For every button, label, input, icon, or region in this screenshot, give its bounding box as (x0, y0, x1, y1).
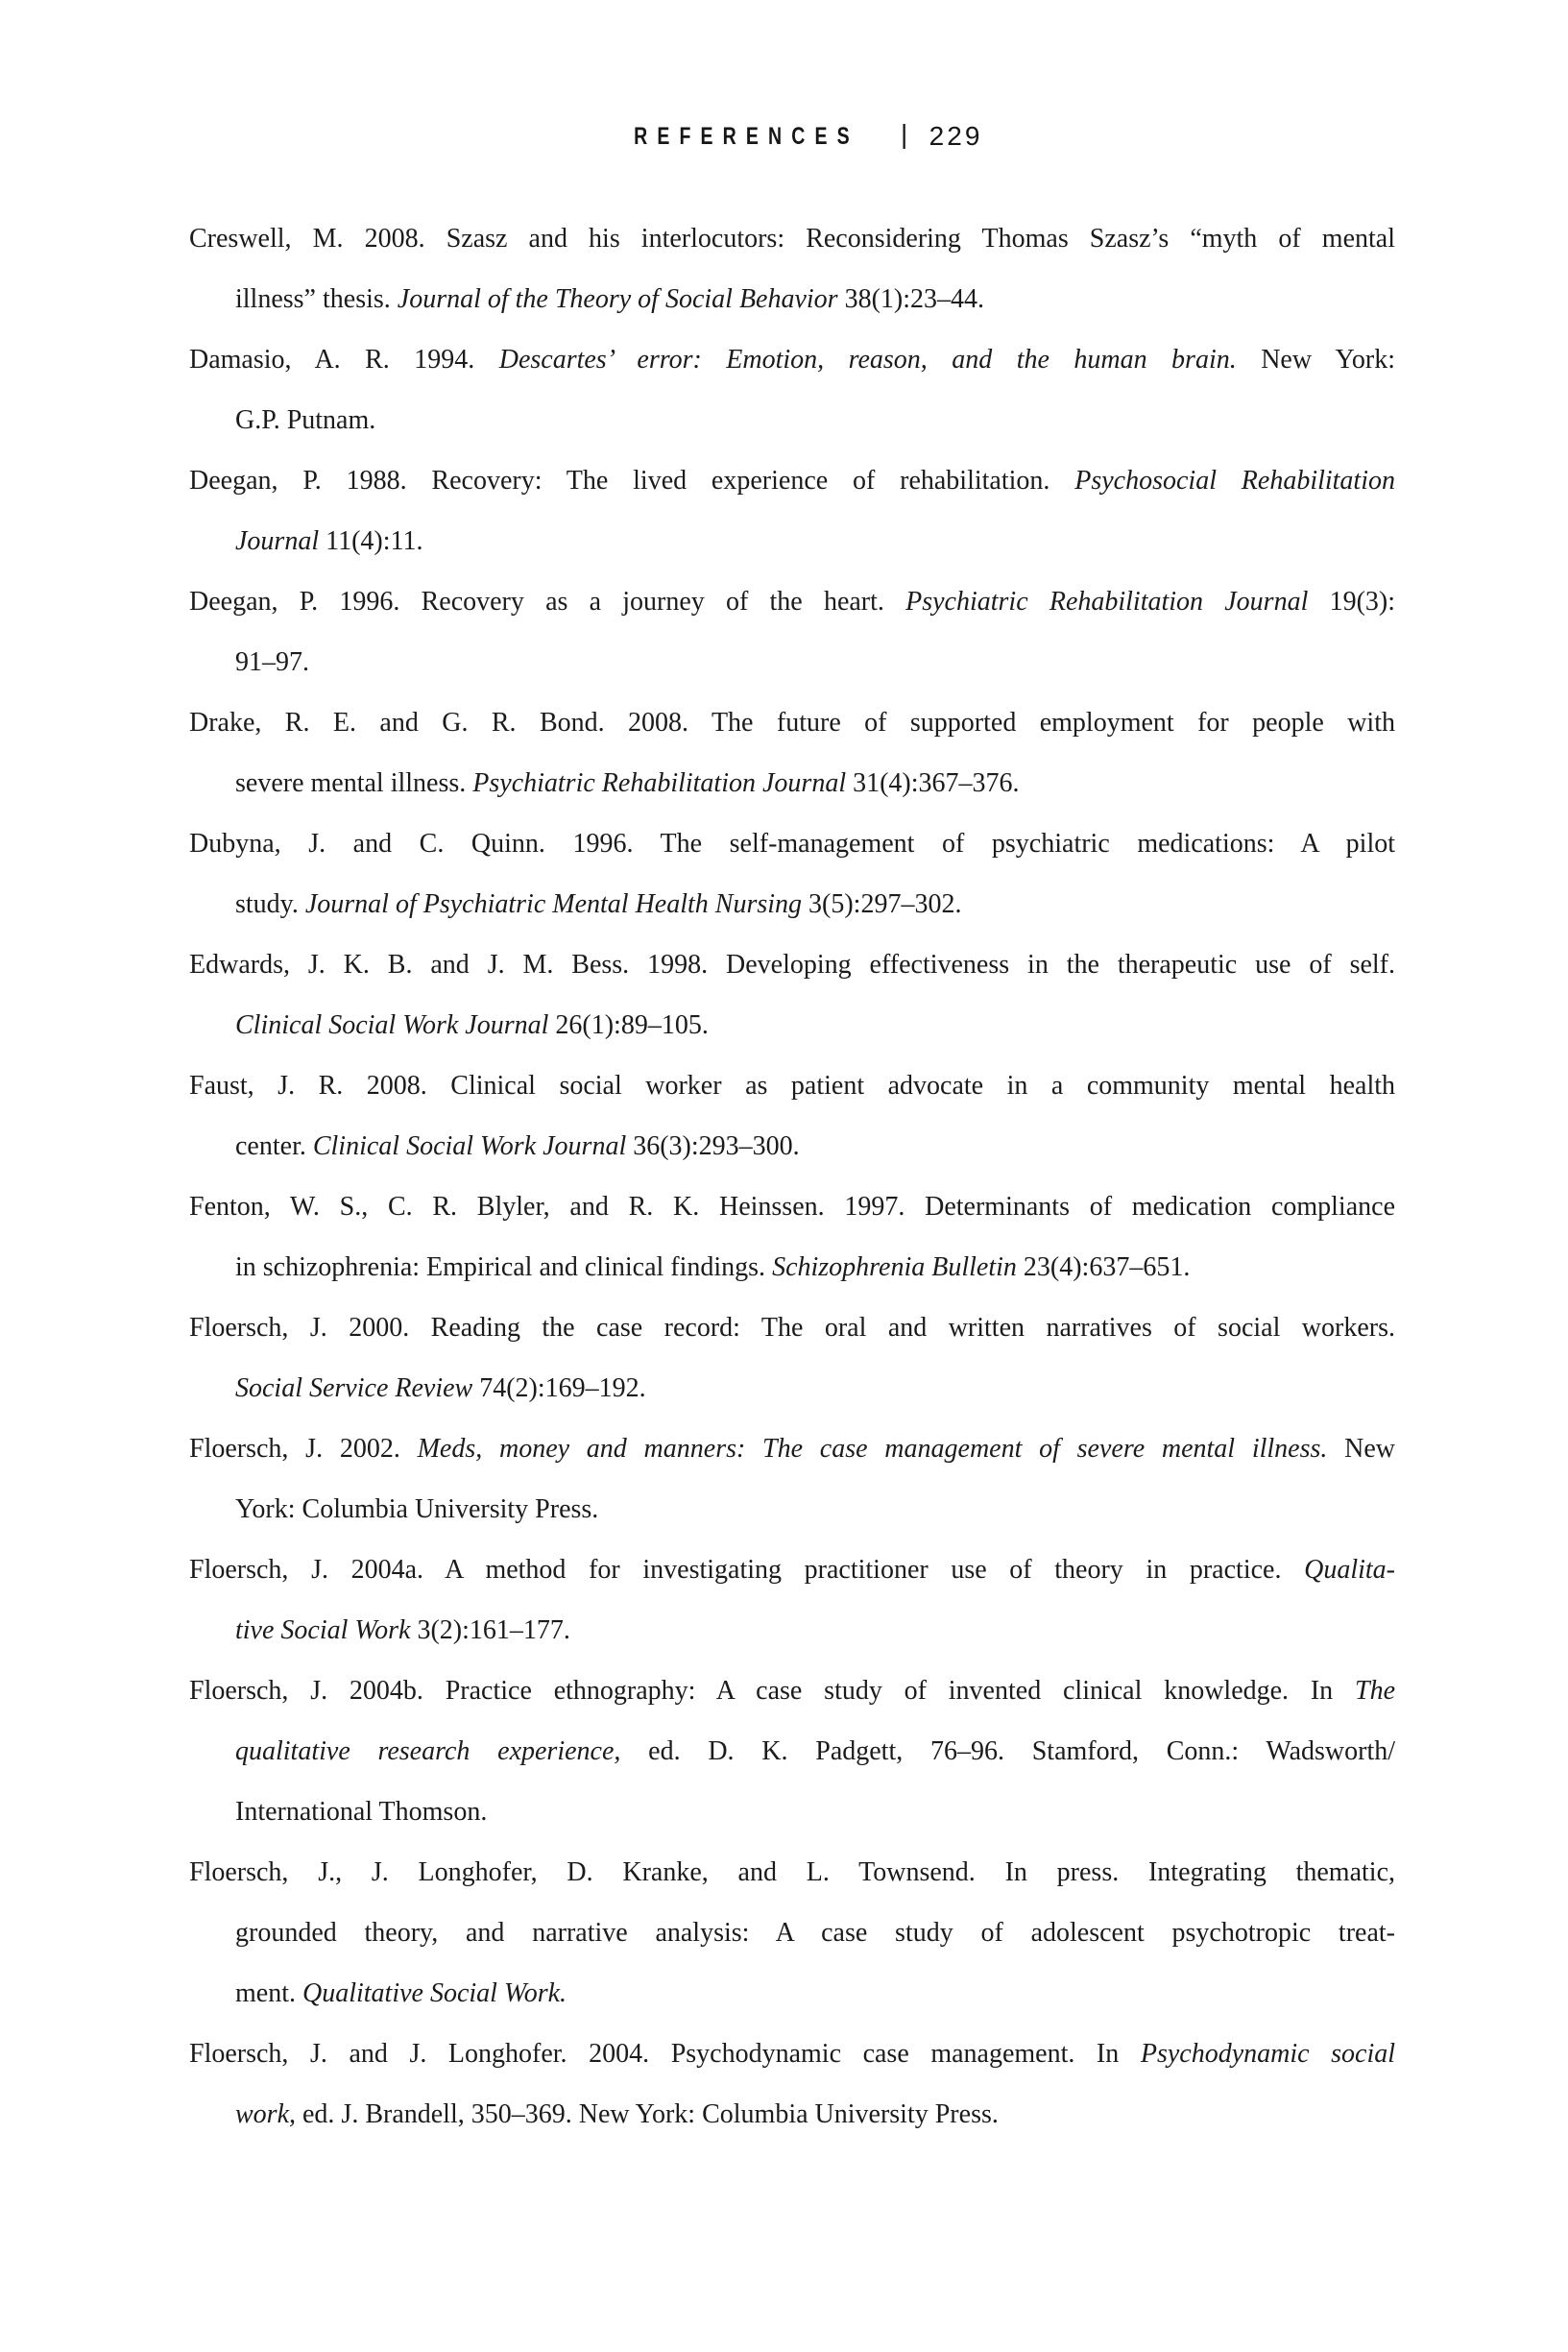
reference-italic-segment: Meds, money and manners: The case management of severe mental illness. (417, 1434, 1328, 1464)
reference-text-segment: 36(3):293–300. (626, 1131, 800, 1161)
reference-line (189, 1963, 1395, 2024)
reference-line (189, 1358, 1395, 1418)
reference-entry (189, 813, 1395, 934)
reference-line (189, 329, 1395, 390)
reference-text-segment: Floersch, J. 2004a. A method for investigating practitioner use of theory in practice. (189, 1555, 1305, 1585)
reference-text-segment: Floersch, J. 2002. (189, 1434, 418, 1464)
reference-text-segment: in schizophrenia: Empirical and clinical findings. (235, 1252, 773, 1282)
reference-text-segment: New (1327, 1434, 1395, 1464)
reference-entry (189, 2024, 1395, 2145)
reference-line (189, 511, 1395, 571)
reference-text-segment: Floersch, J. and J. Longhofer. 2004. Psychodynamic case management. In (189, 2039, 1141, 2069)
reference-line (189, 390, 1395, 450)
reference-line (189, 1661, 1395, 1721)
reference-italic-segment: Psychosocial Rehabilitation (1074, 466, 1395, 496)
reference-italic-segment: Schizophrenia Bulletin (772, 1252, 1017, 1282)
reference-line (189, 1842, 1395, 1903)
reference-text-segment: 19(3): (1308, 587, 1395, 617)
reference-line (189, 1297, 1395, 1358)
reference-entry (189, 1661, 1395, 1842)
reference-entry (189, 208, 1395, 329)
page-number: 229 (929, 121, 983, 151)
reference-text-segment: 74(2):169–192. (472, 1373, 646, 1403)
reference-line (189, 753, 1395, 813)
reference-text-segment: 11(4):11. (319, 526, 423, 556)
reference-line (189, 1116, 1395, 1176)
reference-text-segment: Fenton, W. S., C. R. Blyler, and R. K. Heinssen. 1997. Determinants of medication compliance (189, 1192, 1395, 1222)
reference-text-segment: Floersch, J. 2000. Reading the case record: The oral and written narratives of social workers. (189, 1313, 1395, 1343)
reference-italic-segment: Qualita- (1304, 1555, 1395, 1585)
reference-entry (189, 934, 1395, 1055)
reference-italic-segment: Journal (235, 526, 320, 556)
reference-text-segment: New York: (1236, 345, 1395, 375)
reference-line (189, 874, 1395, 934)
reference-line (189, 269, 1395, 329)
reference-italic-segment: Clinical Social Work Journal (312, 1131, 627, 1161)
page-header (189, 121, 1395, 152)
reference-text-segment: Damasio, A. R. 1994. (189, 345, 499, 375)
reference-line (189, 2084, 1395, 2145)
reference-entry (189, 1418, 1395, 1540)
reference-italic-segment: work, (235, 2099, 296, 2129)
reference-line (189, 1782, 1395, 1842)
reference-entry (189, 571, 1395, 692)
reference-line (189, 1600, 1395, 1661)
reference-text-segment: Edwards, J. K. B. and J. M. Bess. 1998. Developing effectiveness in the therapeutic use of self. (189, 950, 1395, 980)
reference-line (189, 1418, 1395, 1479)
reference-entry (189, 450, 1395, 571)
reference-text-segment: 3(5):297–302. (802, 889, 962, 919)
reference-text-segment: 31(4):367–376. (846, 768, 1020, 798)
reference-text-segment: 3(2):161–177. (410, 1615, 570, 1645)
reference-text-segment: illness” thesis. (235, 284, 398, 314)
reference-line (189, 1479, 1395, 1540)
reference-italic-segment: tive Social Work (235, 1615, 411, 1645)
reference-line (189, 1055, 1395, 1116)
reference-text-segment: center. (235, 1131, 313, 1161)
reference-text-segment: Drake, R. E. and G. R. Bond. 2008. The future of supported employment for people with (189, 708, 1395, 738)
reference-line (189, 995, 1395, 1055)
reference-line (189, 1721, 1395, 1782)
reference-line (189, 2024, 1395, 2084)
reference-italic-segment: Clinical Social Work Journal (235, 1010, 549, 1040)
reference-italic-segment: Journal of the Theory of Social Behavior (397, 284, 838, 314)
reference-text-segment: York: Columbia University Press. (235, 1494, 599, 1524)
reference-text-segment: Floersch, J., J. Longhofer, D. Kranke, and L. Townsend. In press. Integrating thematic, (189, 1857, 1395, 1887)
header-separator: | (900, 119, 908, 149)
reference-italic-segment: Psychiatric Rehabilitation Journal (472, 768, 847, 798)
reference-text-segment: grounded theory, and narrative analysis: A case study of adolescent psychotropic treat- (235, 1918, 1395, 1948)
reference-text-segment: 26(1):89–105. (548, 1010, 709, 1040)
reference-italic-segment: Descartes’ error: Emotion, reason, and the human brain. (498, 345, 1237, 375)
reference-entry (189, 1540, 1395, 1661)
reference-text-segment: Faust, J. R. 2008. Clinical social worker as patient advocate in a community mental health (189, 1071, 1395, 1101)
reference-italic-segment: qualitative research experience, (235, 1736, 621, 1766)
reference-text-segment: Dubyna, J. and C. Quinn. 1996. The self-management of psychiatric medications: A pilot (189, 829, 1395, 859)
reference-line (189, 571, 1395, 632)
reference-line (189, 813, 1395, 874)
reference-line (189, 1903, 1395, 1963)
reference-entry (189, 1842, 1395, 2024)
reference-entry (189, 329, 1395, 450)
reference-entry (189, 1297, 1395, 1418)
reference-text-segment: Deegan, P. 1996. Recovery as a journey of the heart. (189, 587, 906, 617)
reference-entry (189, 1055, 1395, 1176)
reference-text-segment: G.P. Putnam. (235, 405, 376, 435)
reference-line (189, 934, 1395, 995)
reference-text-segment: ment. (235, 1978, 302, 2008)
reference-text-segment: Floersch, J. 2004b. Practice ethnography: A case study of invented clinical knowledge. In (189, 1676, 1355, 1706)
reference-text-segment: International Thomson. (235, 1797, 488, 1827)
reference-italic-segment: Psychodynamic social (1140, 2039, 1395, 2069)
reference-line (189, 1540, 1395, 1600)
reference-line (189, 632, 1395, 692)
reference-line (189, 208, 1395, 269)
reference-italic-segment: Psychiatric Rehabilitation Journal (905, 587, 1309, 617)
references-list (189, 208, 1395, 2145)
reference-line (189, 692, 1395, 753)
reference-entry (189, 1176, 1395, 1297)
reference-text-segment: ed. J. Brandell, 350–369. New York: Columbia University Press. (296, 2099, 999, 2129)
reference-text-segment: 23(4):637–651. (1016, 1252, 1191, 1282)
reference-italic-segment: Social Service Review (235, 1373, 473, 1403)
reference-text-segment: 38(1):23–44. (837, 284, 985, 314)
reference-text-segment: Deegan, P. 1988. Recovery: The lived experience of rehabilitation. (189, 466, 1075, 496)
reference-text-segment: study. (235, 889, 305, 919)
reference-text-segment: ed. D. K. Padgett, 76–96. Stamford, Conn.: Wadsworth/ (620, 1736, 1395, 1766)
reference-italic-segment: Qualitative Social Work. (302, 1978, 567, 2008)
reference-italic-segment: The (1355, 1676, 1395, 1706)
reference-line (189, 1176, 1395, 1237)
running-head: REFERENCES (633, 122, 859, 150)
reference-entry (189, 692, 1395, 813)
reference-line (189, 450, 1395, 511)
reference-text-segment: 91–97. (235, 647, 309, 677)
reference-text-segment: Creswell, M. 2008. Szasz and his interlocutors: Reconsidering Thomas Szasz’s “myth of mental (189, 224, 1395, 254)
reference-line (189, 1237, 1395, 1297)
reference-text-segment: severe mental illness. (235, 768, 473, 798)
reference-italic-segment: Journal of Psychiatric Mental Health Nursing (304, 889, 803, 919)
